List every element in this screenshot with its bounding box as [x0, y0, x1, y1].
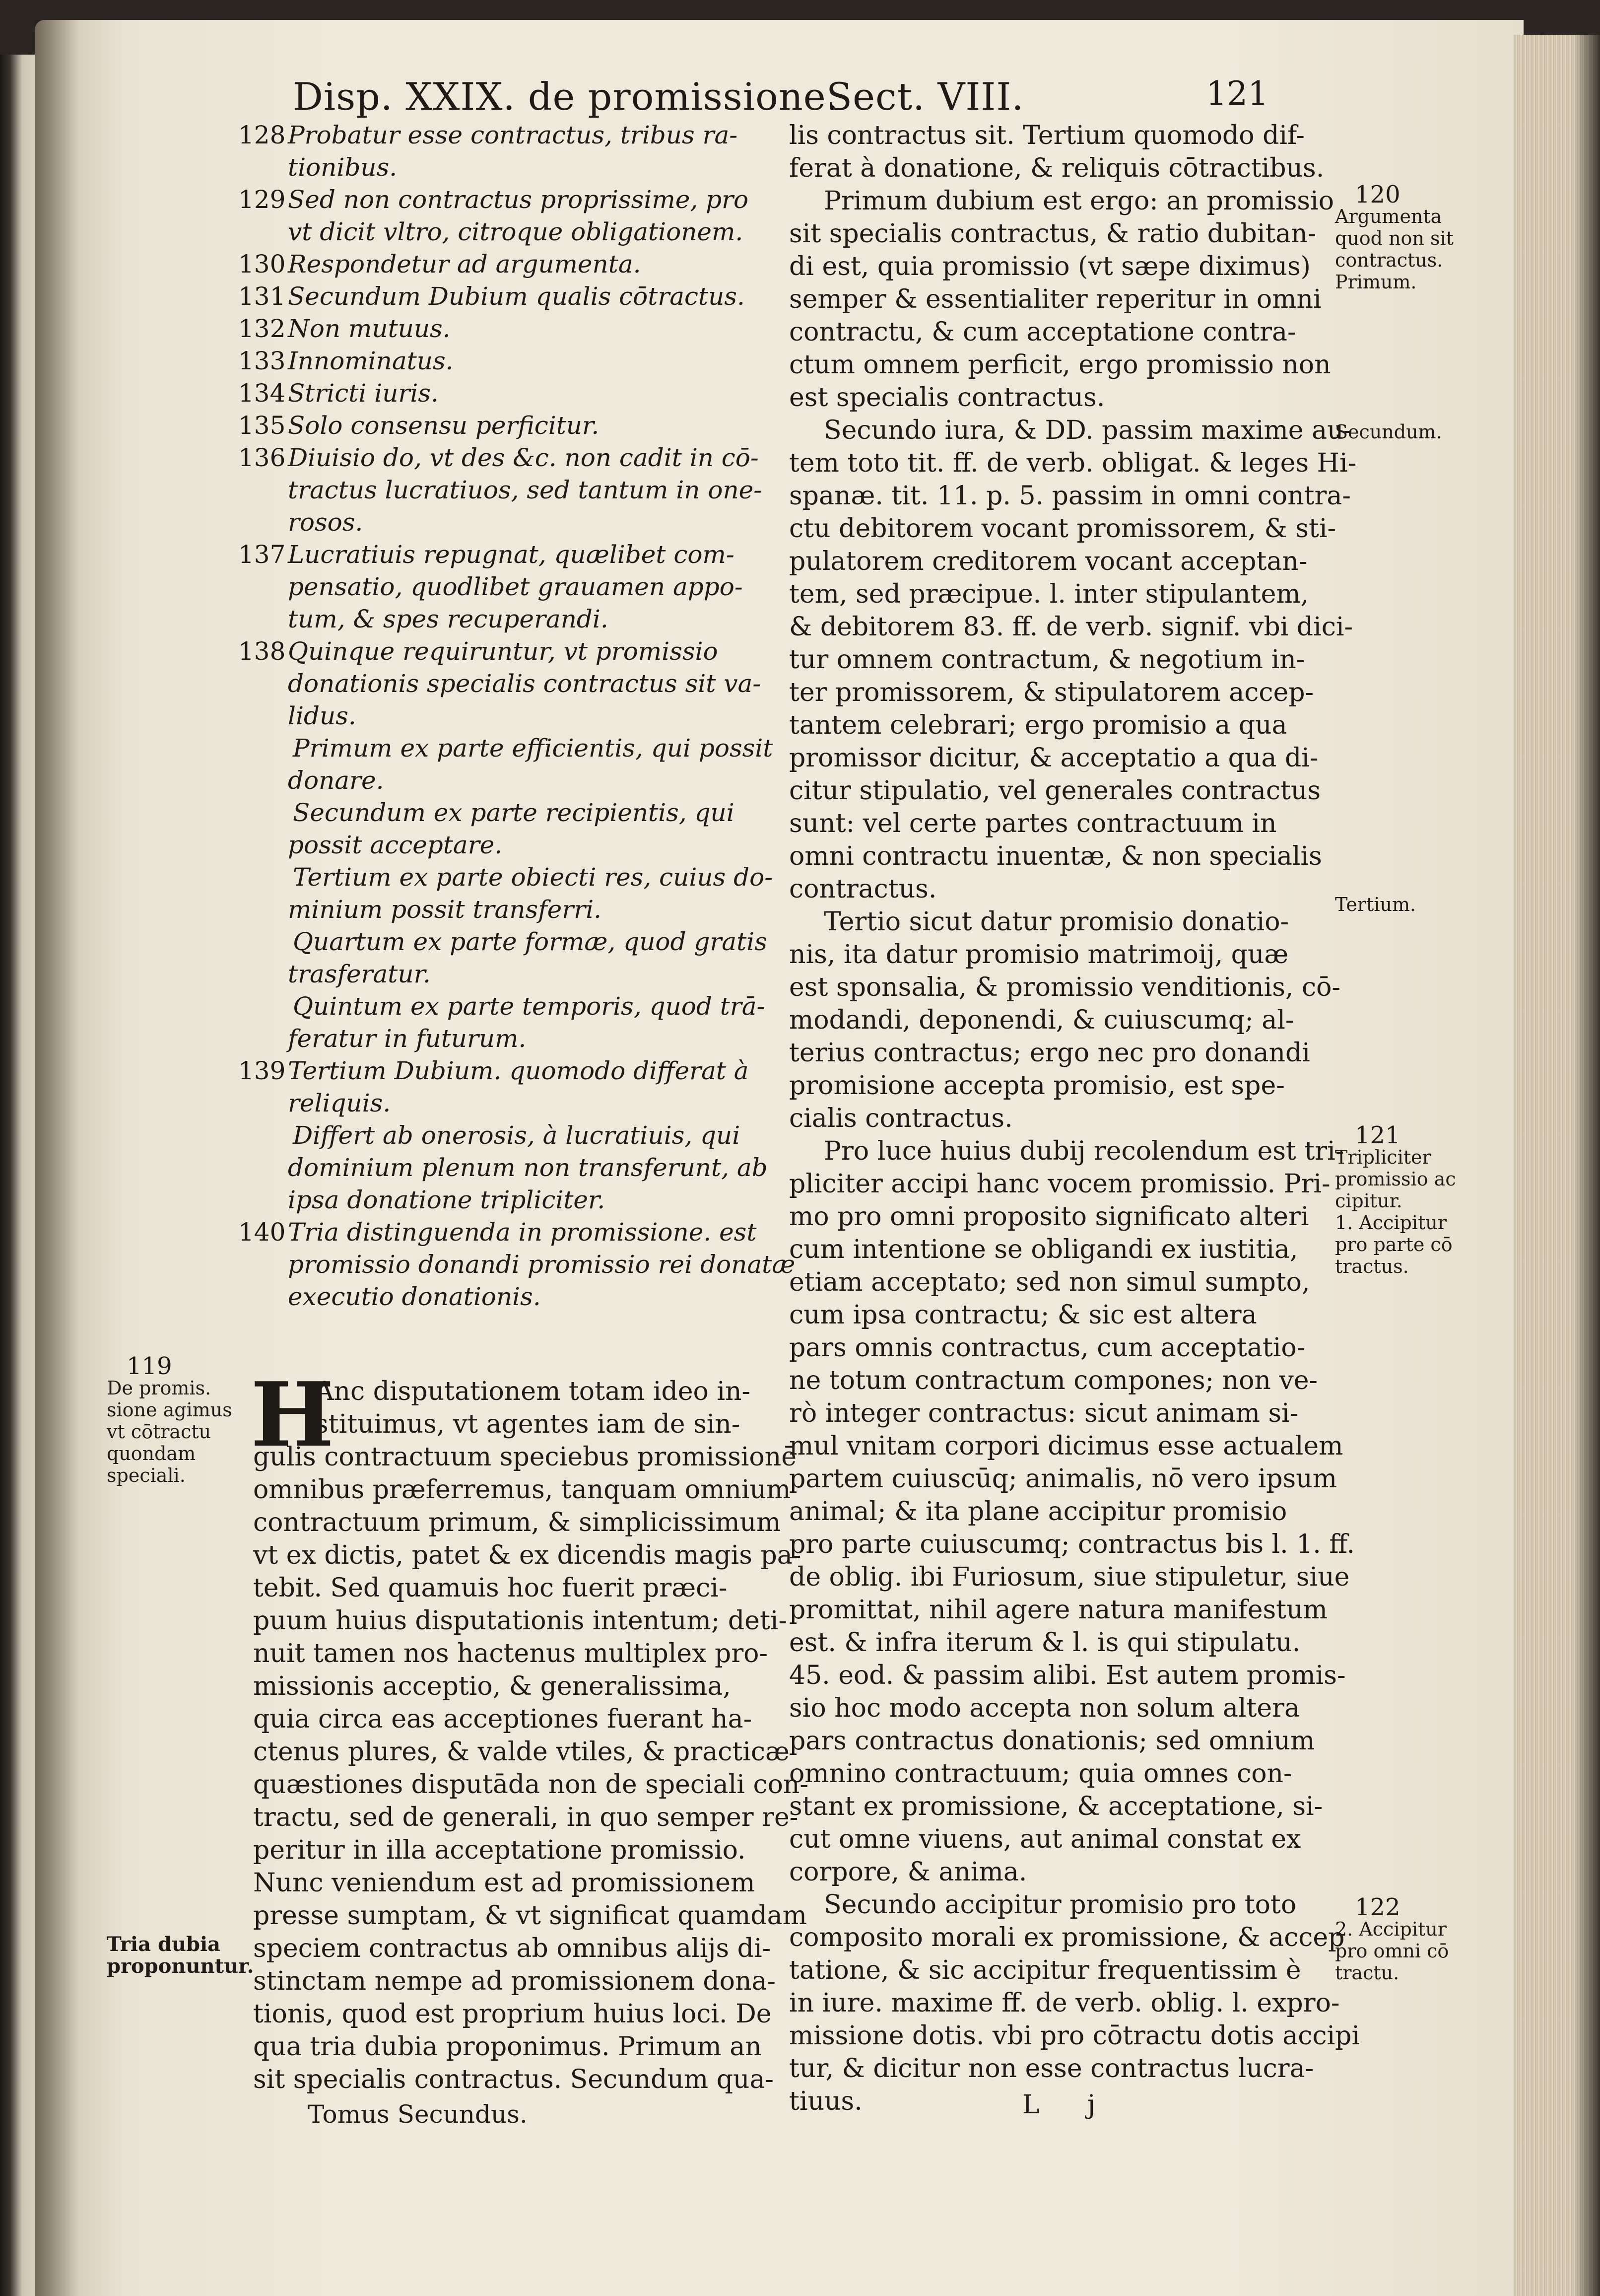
summary-line	[238, 313, 784, 345]
summary-text: Sed non contractus proprissime, pro	[288, 185, 749, 214]
text-line: nis, ita datur promisio matrimoij, quæ	[789, 940, 1289, 970]
text-line: pulatorem creditorem vocant acceptan-	[789, 547, 1308, 576]
summary-text: dominium plenum non transferunt, ab	[288, 1153, 768, 1182]
summary-line	[238, 1055, 784, 1087]
margin-note-line: vt cōtractu	[107, 1421, 211, 1443]
margin-note-119	[107, 1352, 232, 1486]
margin-note-122	[1335, 1893, 1449, 1984]
text-line: cut omne viuens, aut animal constat ex	[789, 1824, 1301, 1854]
summary-number: 132	[238, 314, 286, 343]
text-line: tur omnem contractum, & negotium in-	[789, 645, 1305, 675]
summary-text: Secundum Dubium qualis cōtractus.	[288, 282, 745, 311]
text-line: sit specialis contractus, & ratio dubitan-	[789, 219, 1317, 249]
summary-line	[238, 894, 784, 926]
text-line: di est, quia promissio (vt sæpe diximus)	[789, 252, 1311, 281]
summary-line	[238, 1249, 796, 1281]
text-line: animal; & ita plane accipitur promisio	[789, 1497, 1287, 1527]
summary-number: 135	[238, 411, 286, 440]
text-line: ferat à donatione, & reliquis cōtractibus.	[789, 153, 1325, 183]
running-head-right: Sect. VIII.	[826, 74, 1024, 119]
summary-line	[238, 1281, 784, 1313]
text-line: tem toto tit. ff. de verb. obligat. & leges Hi-	[789, 448, 1357, 478]
summary-text: vt dicit vltro, citroque obligationem.	[288, 217, 743, 246]
margin-note-line: promissio ac	[1335, 1168, 1456, 1190]
summary-text: Tria distinguenda in promissione. est	[288, 1218, 757, 1247]
text-line: tebit. Sed quamuis hoc fuerit præci-	[253, 1573, 728, 1603]
summary-text: Secundum ex parte recipientis, qui	[293, 798, 734, 827]
margin-note-line: pro omni cō	[1335, 1940, 1449, 1962]
text-line: cum ipsa contractu; & sic est altera	[789, 1300, 1257, 1330]
summary-line	[238, 1119, 784, 1152]
text-line: missione dotis. vbi pro cōtractu dotis accipi	[789, 2021, 1360, 2051]
text-line: cum intentione se obligandi ex iustitia,	[789, 1235, 1298, 1264]
summary-text: tractus lucratiuos, sed tantum in one-	[288, 476, 762, 504]
text-line: ne totum contractum compones; non ve-	[789, 1366, 1318, 1395]
margin-note-line: De promis.	[107, 1377, 211, 1399]
margin-note-line: Argumenta	[1335, 206, 1442, 227]
summary-line	[238, 119, 784, 151]
summary-line	[238, 861, 784, 894]
text-line: ctum omnem perficit, ergo promissio non	[789, 350, 1331, 380]
signature-line: Tomus Secundus.	[308, 2100, 528, 2129]
text-line: 45. eod. & passim alibi. Est autem promis-	[789, 1661, 1346, 1690]
summary-line	[238, 216, 784, 248]
margin-note-line: tractu.	[1335, 1962, 1400, 1984]
text-line: tatione, & sic accipitur frequentissim è	[789, 1955, 1301, 1985]
summary-number: 134	[238, 379, 286, 408]
summary-text: Probatur esse contractus, tribus ra-	[288, 121, 738, 149]
signature-mark: L j	[1022, 2090, 1116, 2120]
text-line: tiuus.	[789, 2087, 863, 2116]
text-line: mo pro omni proposito significato alteri	[789, 1202, 1309, 1232]
text-line: composito morali ex promissione, & accep	[789, 1923, 1345, 1952]
margin-note-line: cipitur.	[1335, 1190, 1402, 1212]
text-line: puum huius disputationis intentum; deti-	[253, 1606, 788, 1636]
margin-note-line: tractus.	[1335, 1255, 1409, 1277]
margin-note-number: 120	[1355, 181, 1400, 209]
text-line: semper & essentialiter reperitur in omni	[789, 284, 1322, 314]
summary-text: donare.	[288, 766, 384, 795]
margin-note-line: pro parte cō	[1335, 1234, 1453, 1255]
summary-text: Tertium ex parte obiecti res, cuius do-	[293, 863, 773, 892]
text-line: omni contractu inuentæ, & non specialis	[789, 841, 1322, 871]
left-column-text	[251, 1363, 808, 2096]
margin-note-line: 1. Accipitur	[1335, 1212, 1447, 1234]
summary-line	[238, 377, 784, 410]
text-line: promisione accepta promisio, est spe-	[789, 1071, 1285, 1101]
summary-line	[238, 539, 784, 571]
summary-text: Quinque requiruntur, vt promissio	[288, 637, 718, 666]
summary-text: Lucratiuis repugnat, quælibet com-	[288, 540, 734, 569]
summary-number: 131	[238, 282, 286, 311]
text-line: pars contractus donationis; sed omnium	[789, 1726, 1315, 1756]
text-line: Nunc veniendum est ad promissionem	[253, 1868, 755, 1898]
summary-text: promissio donandi promissio rei donatæ	[288, 1250, 796, 1279]
summary-text: executio donationis.	[288, 1282, 541, 1311]
text-line: lis contractus sit. Tertium quomodo dif-	[789, 121, 1305, 150]
text-line: etiam acceptato; sed non simul sumpto,	[789, 1267, 1310, 1297]
text-line: rò integer contractus: sicut animam si-	[789, 1398, 1299, 1428]
summary-line	[238, 958, 784, 990]
text-line: qua tria dubia proponimus. Primum an	[253, 2032, 762, 2062]
gutter-shadow	[35, 20, 79, 2296]
text-line: peritur in illa acceptatione promissio.	[253, 1835, 746, 1865]
text-line: omnibus præferremus, tanquam omnium	[253, 1475, 791, 1505]
margin-note-121	[1335, 1121, 1456, 1277]
summary-line	[238, 184, 784, 216]
summary-line	[238, 442, 784, 474]
summary-text: Tertium Dubium. quomodo differat à	[288, 1056, 749, 1085]
text-line: gulis contractuum speciebus promissionē	[253, 1442, 797, 1472]
summary-text: Innominatus.	[288, 347, 454, 375]
summary-text: feratur in futurum.	[288, 1024, 527, 1053]
summary-text: possit acceptare.	[288, 831, 503, 859]
summary-line	[238, 571, 784, 603]
text-line: quæstiones disputāda non de speciali con-	[253, 1770, 808, 1800]
summary-text: rosos.	[288, 508, 363, 537]
summary-number: 140	[238, 1218, 286, 1247]
summary-number: 129	[238, 185, 286, 214]
summary-text: donationis specialis contractus sit va-	[288, 669, 761, 698]
text-line: terius contractus; ergo nec pro donandi	[789, 1038, 1310, 1068]
text-line: de oblig. ibi Furiosum, siue stipuletur, siue	[789, 1562, 1350, 1592]
text-line: tionis, quod est proprium huius loci. De	[253, 1999, 772, 2029]
summary-line	[238, 603, 784, 635]
text-line: modandi, deponendi, & cuiuscumq; al-	[789, 1005, 1294, 1035]
drop-cap: H	[251, 1363, 334, 1466]
text-line: stituimus, vt agentes iam de sin-	[315, 1409, 740, 1439]
text-line: sit specialis contractus. Secundum qua-	[253, 2065, 774, 2094]
text-line: est specialis contractus.	[789, 383, 1105, 413]
text-line: vt ex dictis, patet & ex dicendis magis pa-	[253, 1540, 801, 1570]
text-line: Secundo iura, & DD. passim maxime au-	[824, 416, 1353, 445]
summary-line	[238, 248, 784, 280]
margin-note-line: 2. Accipitur	[1335, 1918, 1447, 1940]
summary-line	[238, 345, 784, 377]
text-line: contractuum primum, & simplicissimum	[253, 1508, 781, 1537]
text-line: mul vnitam corpori dicimus esse actualem	[789, 1431, 1343, 1461]
summary-text: Solo consensu perficitur.	[288, 411, 600, 440]
summary-line	[238, 635, 784, 668]
text-line: ctu debitorem vocant promissorem, & sti-	[789, 514, 1336, 544]
summary-number: 137	[238, 540, 286, 569]
text-line: corpore, & anima.	[789, 1857, 1027, 1887]
margin-note-line: Primum.	[1335, 271, 1417, 293]
summary-line	[238, 280, 784, 313]
margin-note-line: quod non sit	[1335, 227, 1454, 249]
summary-line	[238, 829, 784, 861]
text-line: stant ex promissione, & acceptatione, si-	[789, 1792, 1323, 1821]
summary-line	[238, 1216, 784, 1249]
margin-note-number: 121	[1355, 1121, 1400, 1149]
text-line: citur stipulatio, vel generales contractus	[789, 776, 1321, 806]
summary-line	[238, 474, 784, 506]
margin-note-number: 119	[127, 1352, 172, 1380]
text-line: presse sumptam, & vt significat quamdam	[253, 1901, 807, 1931]
text-line: ctenus plures, & valde vtiles, & practicæ	[253, 1737, 790, 1767]
text-line: pars omnis contractus, cum acceptatio-	[789, 1333, 1306, 1363]
text-line: contractus.	[789, 874, 937, 904]
right-column-text	[789, 119, 1360, 2118]
summary-line	[238, 1152, 784, 1184]
summary-line	[238, 668, 784, 700]
margin-note-tertium	[1335, 894, 1416, 915]
text-line: tem, sed præcipue. l. inter stipulantem,	[789, 579, 1309, 609]
summary-line	[238, 1023, 784, 1055]
margin-note-line: quondam	[107, 1443, 196, 1464]
margin-note-line: Secundum.	[1335, 421, 1442, 443]
summary-text: tionibus.	[288, 153, 398, 182]
margin-note-120	[1335, 181, 1454, 293]
summary-text: tum, & spes recuperandi.	[288, 605, 608, 633]
summary-line	[238, 151, 784, 184]
text-line: tur, & dicitur non esse contractus lucra-	[789, 2054, 1314, 2084]
margin-note-line: contractus.	[1335, 249, 1443, 271]
summary-line	[238, 765, 784, 797]
summary-text: Differt ab onerosis, à lucratiuis, qui	[293, 1121, 740, 1150]
summary-text: Quintum ex parte temporis, quod trā-	[293, 992, 765, 1021]
summary-text: pensatio, quodlibet grauamen appo-	[288, 572, 743, 601]
margin-note-line: speciali.	[107, 1464, 186, 1486]
text-line: tantem celebrari; ergo promisio a qua	[789, 710, 1287, 740]
text-line: omnino contractuum; quia omnes con-	[789, 1759, 1292, 1789]
margin-note-line: Tria dubia	[107, 1933, 221, 1956]
summary-line	[238, 506, 784, 539]
margin-note-line: proponuntur.	[107, 1954, 254, 1978]
summary-text: reliquis.	[288, 1089, 391, 1117]
text-line: missionis acceptio, & generalissima,	[253, 1671, 731, 1701]
page-number: 121	[1206, 74, 1268, 113]
margin-note-number: 122	[1355, 1893, 1400, 1921]
summary-text: Quartum ex parte formæ, quod gratis	[293, 927, 767, 956]
text-line: & debitorem 83. ff. de verb. signif. vbi dici-	[789, 612, 1353, 642]
summary-line	[238, 990, 784, 1023]
text-line: est. & infra iterum & l. is qui stipulatu.	[789, 1628, 1301, 1658]
text-line: sio hoc modo accepta non solum altera	[789, 1693, 1300, 1723]
summary-line	[238, 410, 784, 442]
text-line: promittat, nihil agere natura manifestum	[789, 1595, 1328, 1625]
text-line: quia circa eas acceptiones fuerant ha-	[253, 1704, 752, 1734]
summary-line	[238, 797, 784, 829]
text-line: est sponsalia, & promissio venditionis, cō-	[789, 973, 1340, 1002]
text-line: cialis contractus.	[789, 1104, 1013, 1133]
text-line: spanæ. tit. 11. p. 5. passim in omni contra-	[789, 481, 1351, 511]
summary-number: 133	[238, 347, 286, 375]
text-line: nuit tamen nos hactenus multiplex pro-	[253, 1639, 768, 1669]
summary-text: ipsa donatione tripliciter.	[288, 1185, 605, 1214]
text-line: Tertio sicut datur promisio donatio-	[824, 907, 1289, 937]
summary-number: 128	[238, 121, 286, 149]
summary-text: lidus.	[288, 701, 356, 730]
summary-number: 138	[238, 637, 286, 666]
text-line: partem cuiuscūq; animalis, nō vero ipsum	[789, 1464, 1337, 1494]
text-line: Pro luce huius dubij recolendum est tri-	[824, 1136, 1344, 1166]
summary-line	[238, 700, 784, 732]
summary-text: Respondetur ad argumenta.	[288, 250, 641, 278]
summary-line	[238, 732, 784, 765]
summary-text: trasferatur.	[288, 960, 431, 988]
text-line: Anc disputationem totam ideo in-	[315, 1377, 751, 1406]
text-line: ter promissorem, & stipulatorem accep-	[789, 678, 1314, 707]
text-line: in iure. maxime ff. de verb. oblig. l. expro-	[789, 1988, 1340, 2018]
summary-number: 130	[238, 250, 286, 278]
text-line: promissor dicitur, & acceptatio a qua di-	[789, 743, 1319, 773]
running-head-left: Disp. XXIX. de promissione.	[293, 74, 839, 119]
text-line: speciem contractus ab omnibus alijs di-	[253, 1934, 771, 1963]
summary-text: Primum ex parte efficientis, qui possit	[293, 734, 773, 763]
summary-list	[238, 119, 796, 1313]
summary-number: 136	[238, 443, 286, 472]
summary-line	[238, 1087, 784, 1119]
summary-text: minium possit transferri.	[288, 895, 601, 924]
summary-text: Stricti iuris.	[288, 379, 439, 408]
margin-note-line: Tertium.	[1335, 894, 1416, 915]
margin-note-line: sione agimus	[107, 1399, 232, 1421]
text-line: tractu, sed de generali, in quo semper re-	[253, 1803, 799, 1832]
margin-note-line: Tripliciter	[1335, 1146, 1431, 1168]
text-line: pro parte cuiuscumq; contractus bis l. 1. ff.	[789, 1530, 1355, 1559]
summary-line	[238, 926, 784, 958]
text-line: Primum dubium est ergo: an promissio	[824, 186, 1334, 216]
fore-edge-shadow	[1573, 35, 1600, 2296]
summary-text: Non mutuus.	[288, 314, 451, 343]
text-line: sunt: vel certe partes contractuum in	[789, 809, 1277, 838]
text-line: pliciter accipi hanc vocem promissio. Pri-	[789, 1169, 1331, 1199]
summary-text: Diuisio do, vt des &c. non cadit in cō-	[288, 443, 759, 472]
margin-note-secundum	[1335, 421, 1442, 443]
text-line: stinctam nempe ad promissionem dona-	[253, 1966, 776, 1996]
margin-note-tria	[107, 1934, 254, 1977]
summary-number: 139	[238, 1056, 286, 1085]
text-line: Secundo accipitur promisio pro toto	[824, 1890, 1297, 1920]
text-line: contractu, & cum acceptatione contra-	[789, 317, 1296, 347]
summary-line	[238, 1184, 784, 1216]
